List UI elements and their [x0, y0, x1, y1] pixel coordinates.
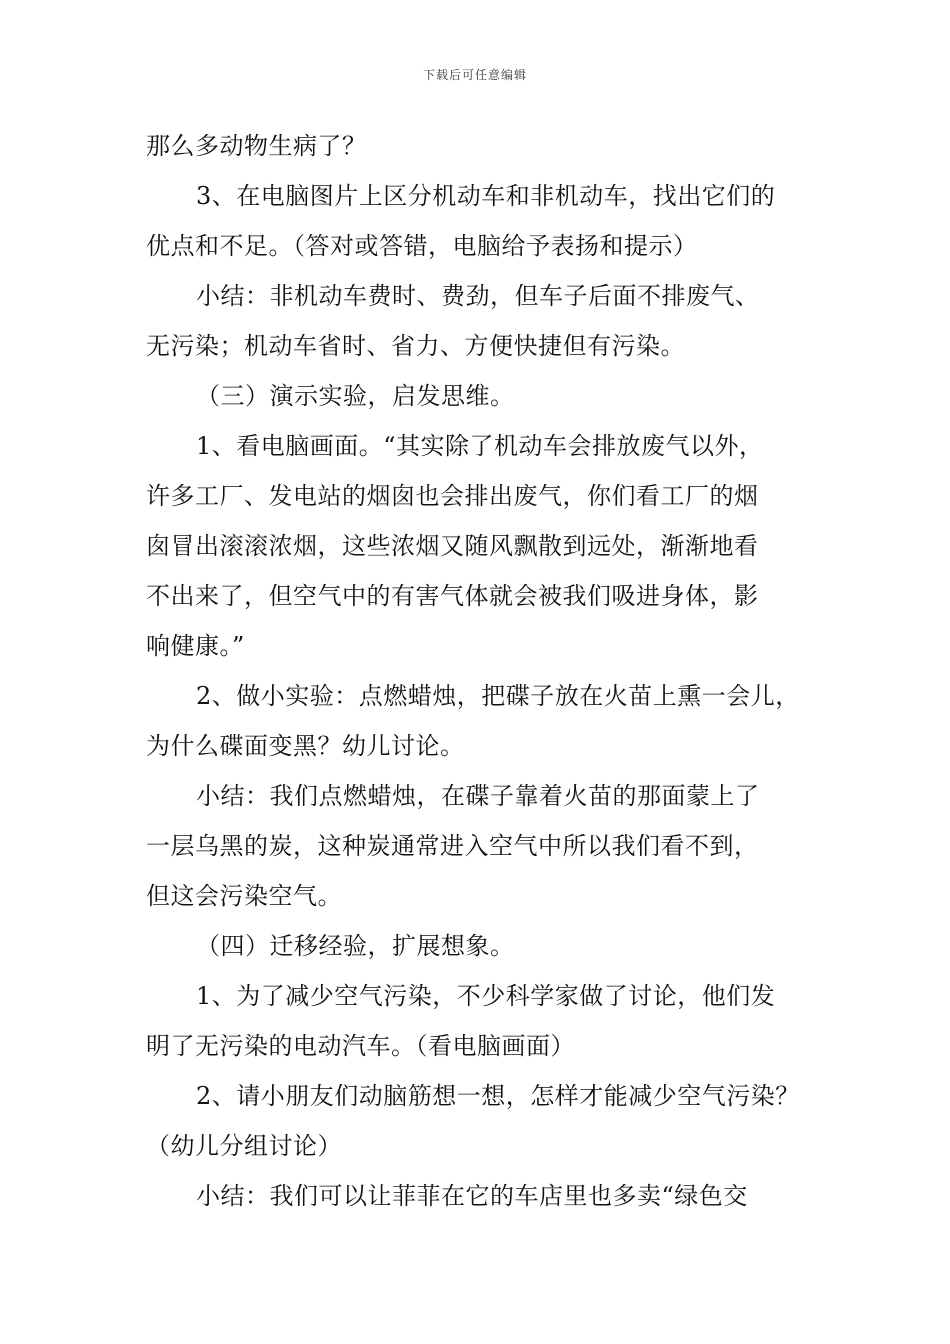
document-body — [146, 128, 816, 1228]
text-line: 2、请小朋友们动脑筋想一想，怎样才能减少空气污染？ — [196, 1082, 800, 1110]
text-line: 明了无污染的电动汽车。（看电脑画面） — [146, 1032, 575, 1060]
text-line: 响健康。” — [146, 632, 245, 660]
text-line: 1、看电脑画面。“其实除了机动车会排放废气以外， — [196, 432, 764, 460]
text-line: 优点和不足。（答对或答错，电脑给予表扬和提示） — [146, 232, 698, 260]
text-line: （幼儿分组讨论） — [146, 1132, 342, 1160]
page-header: 下载后可任意编辑 — [422, 68, 527, 82]
text-line: 为什么碟面变黑？幼儿讨论。 — [146, 732, 465, 760]
text-line: 囱冒出滚滚浓烟，这些浓烟又随风飘散到远处，渐渐地看 — [146, 532, 759, 560]
text-line: 那么多动物生病了？ — [146, 132, 367, 160]
text-line: 小结：我们可以让菲菲在它的车店里也多卖“绿色交 — [196, 1182, 748, 1210]
text-line: 2、做小实验：点燃蜡烛，把碟子放在火苗上熏一会儿， — [196, 682, 800, 710]
text-line: 小结：我们点燃蜡烛，在碟子靠着火苗的那面蒙上了 — [196, 782, 760, 810]
text-line: 但这会污染空气。 — [146, 882, 342, 910]
text-line: 不出来了，但空气中的有害气体就会被我们吸进身体，影 — [146, 582, 759, 610]
text-line: 许多工厂、发电站的烟囱也会排出废气，你们看工厂的烟 — [146, 482, 759, 510]
section-heading: （四）迁移经验，扩展想象。 — [196, 932, 515, 960]
text-line: 小结：非机动车费时、费劲，但车子后面不排废气、 — [196, 282, 760, 310]
text-line: 3、在电脑图片上区分机动车和非机动车，找出它们的 — [196, 182, 776, 210]
section-heading: （三）演示实验，启发思维。 — [196, 382, 515, 410]
text-line: 无污染；机动车省时、省力、方便快捷但有污染。 — [146, 332, 685, 360]
text-line: 一层乌黑的炭，这种炭通常进入空气中所以我们看不到， — [146, 832, 759, 860]
text-line: 1、为了减少空气污染，不少科学家做了讨论，他们发 — [196, 982, 776, 1010]
